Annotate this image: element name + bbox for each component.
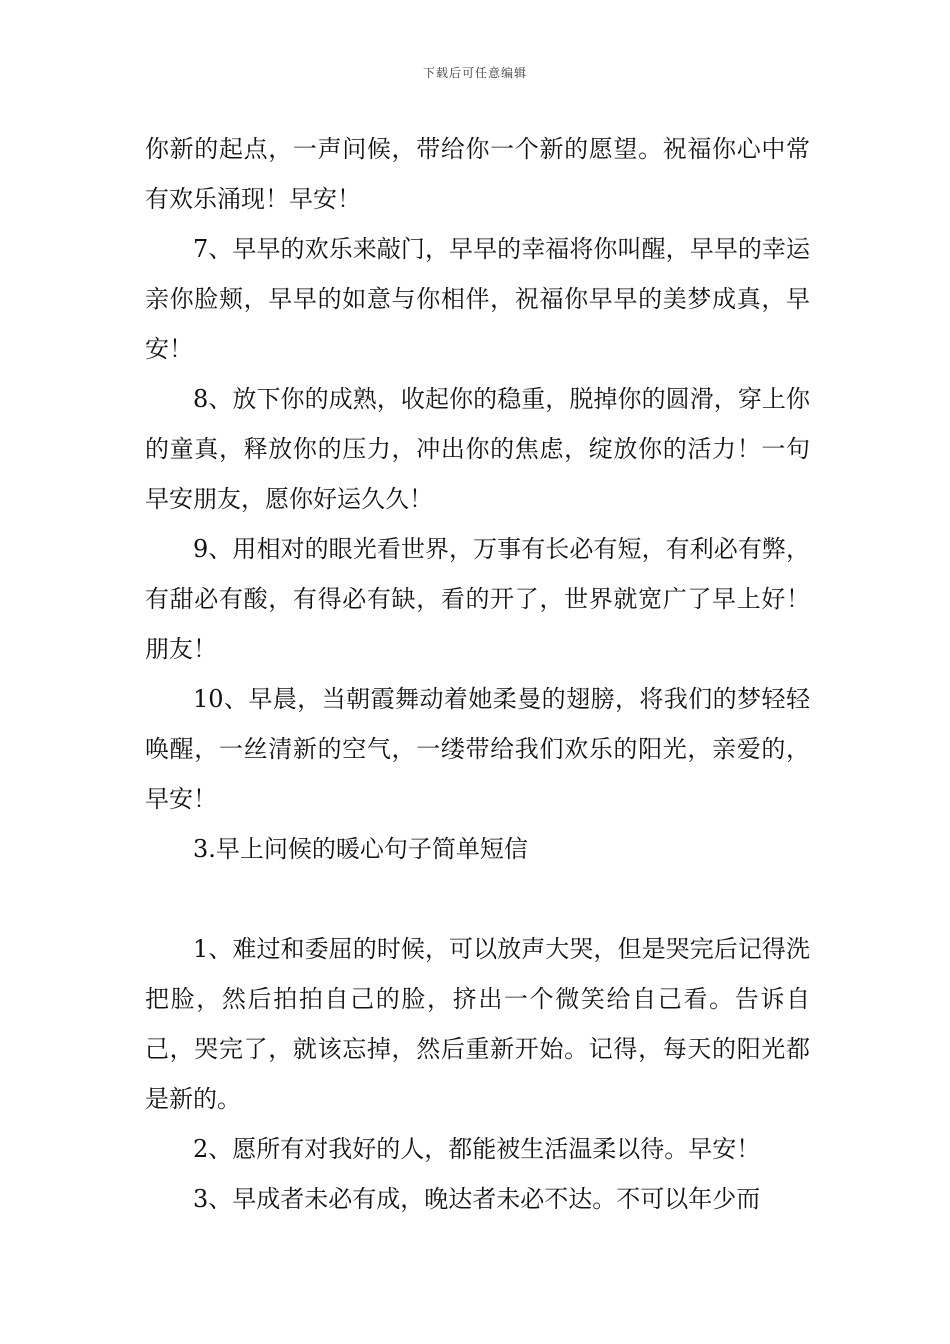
paragraph-item-10: 10、早晨，当朝霞舞动着她柔曼的翅膀，将我们的梦轻轻唤醒，一丝清新的空气，一缕带给我们欢乐的阳光，亲爱的，早安！ (145, 685, 810, 813)
document-body (145, 124, 810, 1224)
section-paragraph-item-2: 2、愿所有对我好的人，都能被生活温柔以待。早安！ (193, 1135, 761, 1163)
paragraph-item-8: 8、放下你的成熟，收起你的稳重，脱掉你的圆滑，穿上你的童真，释放你的压力，冲出你的焦虑，绽放你的活力！一句早安朋友，愿你好运久久！ (145, 385, 810, 513)
section-heading: 3.早上问候的暖心句子简单短信 (193, 835, 528, 863)
page-header: 下载后可任意编辑 (422, 66, 527, 80)
paragraph-continuation: 你新的起点，一声问候，带给你一个新的愿望。祝福你心中常有欢乐涌现！早安！ (145, 135, 810, 213)
section-paragraph-item-3: 3、早成者未必有成，晚达者未必不达。不可以年少而 (193, 1185, 761, 1213)
paragraph-item-7: 7、早早的欢乐来敲门，早早的幸福将你叫醒，早早的幸运亲你脸颊，早早的如意与你相伴，祝福你早早的美梦成真，早安！ (145, 235, 810, 363)
paragraph-item-9: 9、用相对的眼光看世界，万事有长必有短，有利必有弊，有甜必有酸，有得必有缺，看的开了，世界就宽广了早上好！朋友！ (145, 535, 810, 663)
section-paragraph-item-1: 1、难过和委屈的时候，可以放声大哭，但是哭完后记得洗把脸，然后拍拍自己的脸，挤出一个微笑给自己看。告诉自己，哭完了，就该忘掉，然后重新开始。记得，每天的阳光都是新的。 (145, 935, 810, 1113)
section-spacer (145, 874, 810, 924)
